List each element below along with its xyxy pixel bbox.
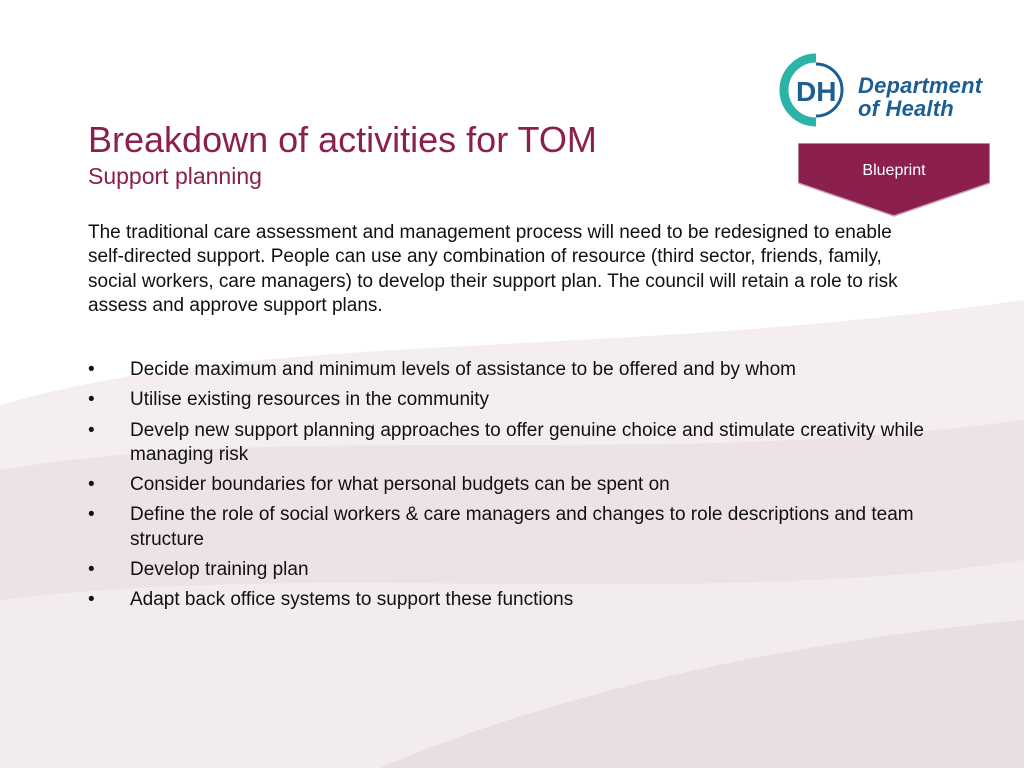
bullet-text: Utilise existing resources in the community	[130, 389, 490, 411]
bullet-item	[88, 558, 938, 582]
bullet-item	[88, 473, 938, 497]
slide-subtitle: Support planning	[88, 163, 262, 189]
logo-wordmark	[858, 74, 982, 120]
bullet-dot: •	[88, 559, 95, 581]
bullet-dot: •	[88, 419, 95, 441]
bullet-text: Develop training plan	[130, 559, 309, 581]
bullet-text: Consider boundaries for what personal budgets can be spent on	[130, 474, 670, 496]
bullet-dot: •	[88, 589, 95, 611]
bullet-list	[88, 358, 938, 619]
bullet-text: Decide maximum and minimum levels of assistance to be offered and by whom	[130, 359, 797, 380]
blueprint-badge	[798, 143, 990, 218]
bullet-item	[88, 503, 938, 552]
bullet-item	[88, 388, 938, 412]
badge-shape	[798, 143, 990, 218]
bullet-dot: •	[88, 359, 95, 380]
bullet-dot: •	[88, 504, 95, 526]
dh-logo	[776, 52, 996, 128]
bullet-text: Adapt back office systems to support these functions	[130, 589, 574, 611]
bullet-dot: •	[88, 389, 95, 411]
slide-title: Breakdown of activities for TOM	[88, 119, 597, 160]
bullet-dot: •	[88, 474, 95, 496]
badge-label: Blueprint	[862, 162, 926, 179]
bullet-item	[88, 419, 938, 468]
bullet-item	[88, 588, 938, 612]
logo-line-2: of Health	[858, 96, 954, 121]
bullet-text: Develp new support planning approaches to offer genuine choice and stimulate creativity while managing risk	[130, 419, 924, 465]
intro-paragraph: The traditional care assessment and management process will need to be redesigned to enable self-directed support. People can use any combination of resource (third sector, friends, family, social workers, care managers) to develop their support plan. The council will retain a role to risk assess and approve support plans.	[88, 222, 898, 316]
logo-line-1: Department	[858, 73, 983, 98]
logo-mark-text: DH	[796, 76, 837, 107]
bullet-text: Define the role of social workers & care managers and changes to role descriptions and team structure	[130, 504, 914, 550]
bullet-item	[88, 358, 938, 382]
